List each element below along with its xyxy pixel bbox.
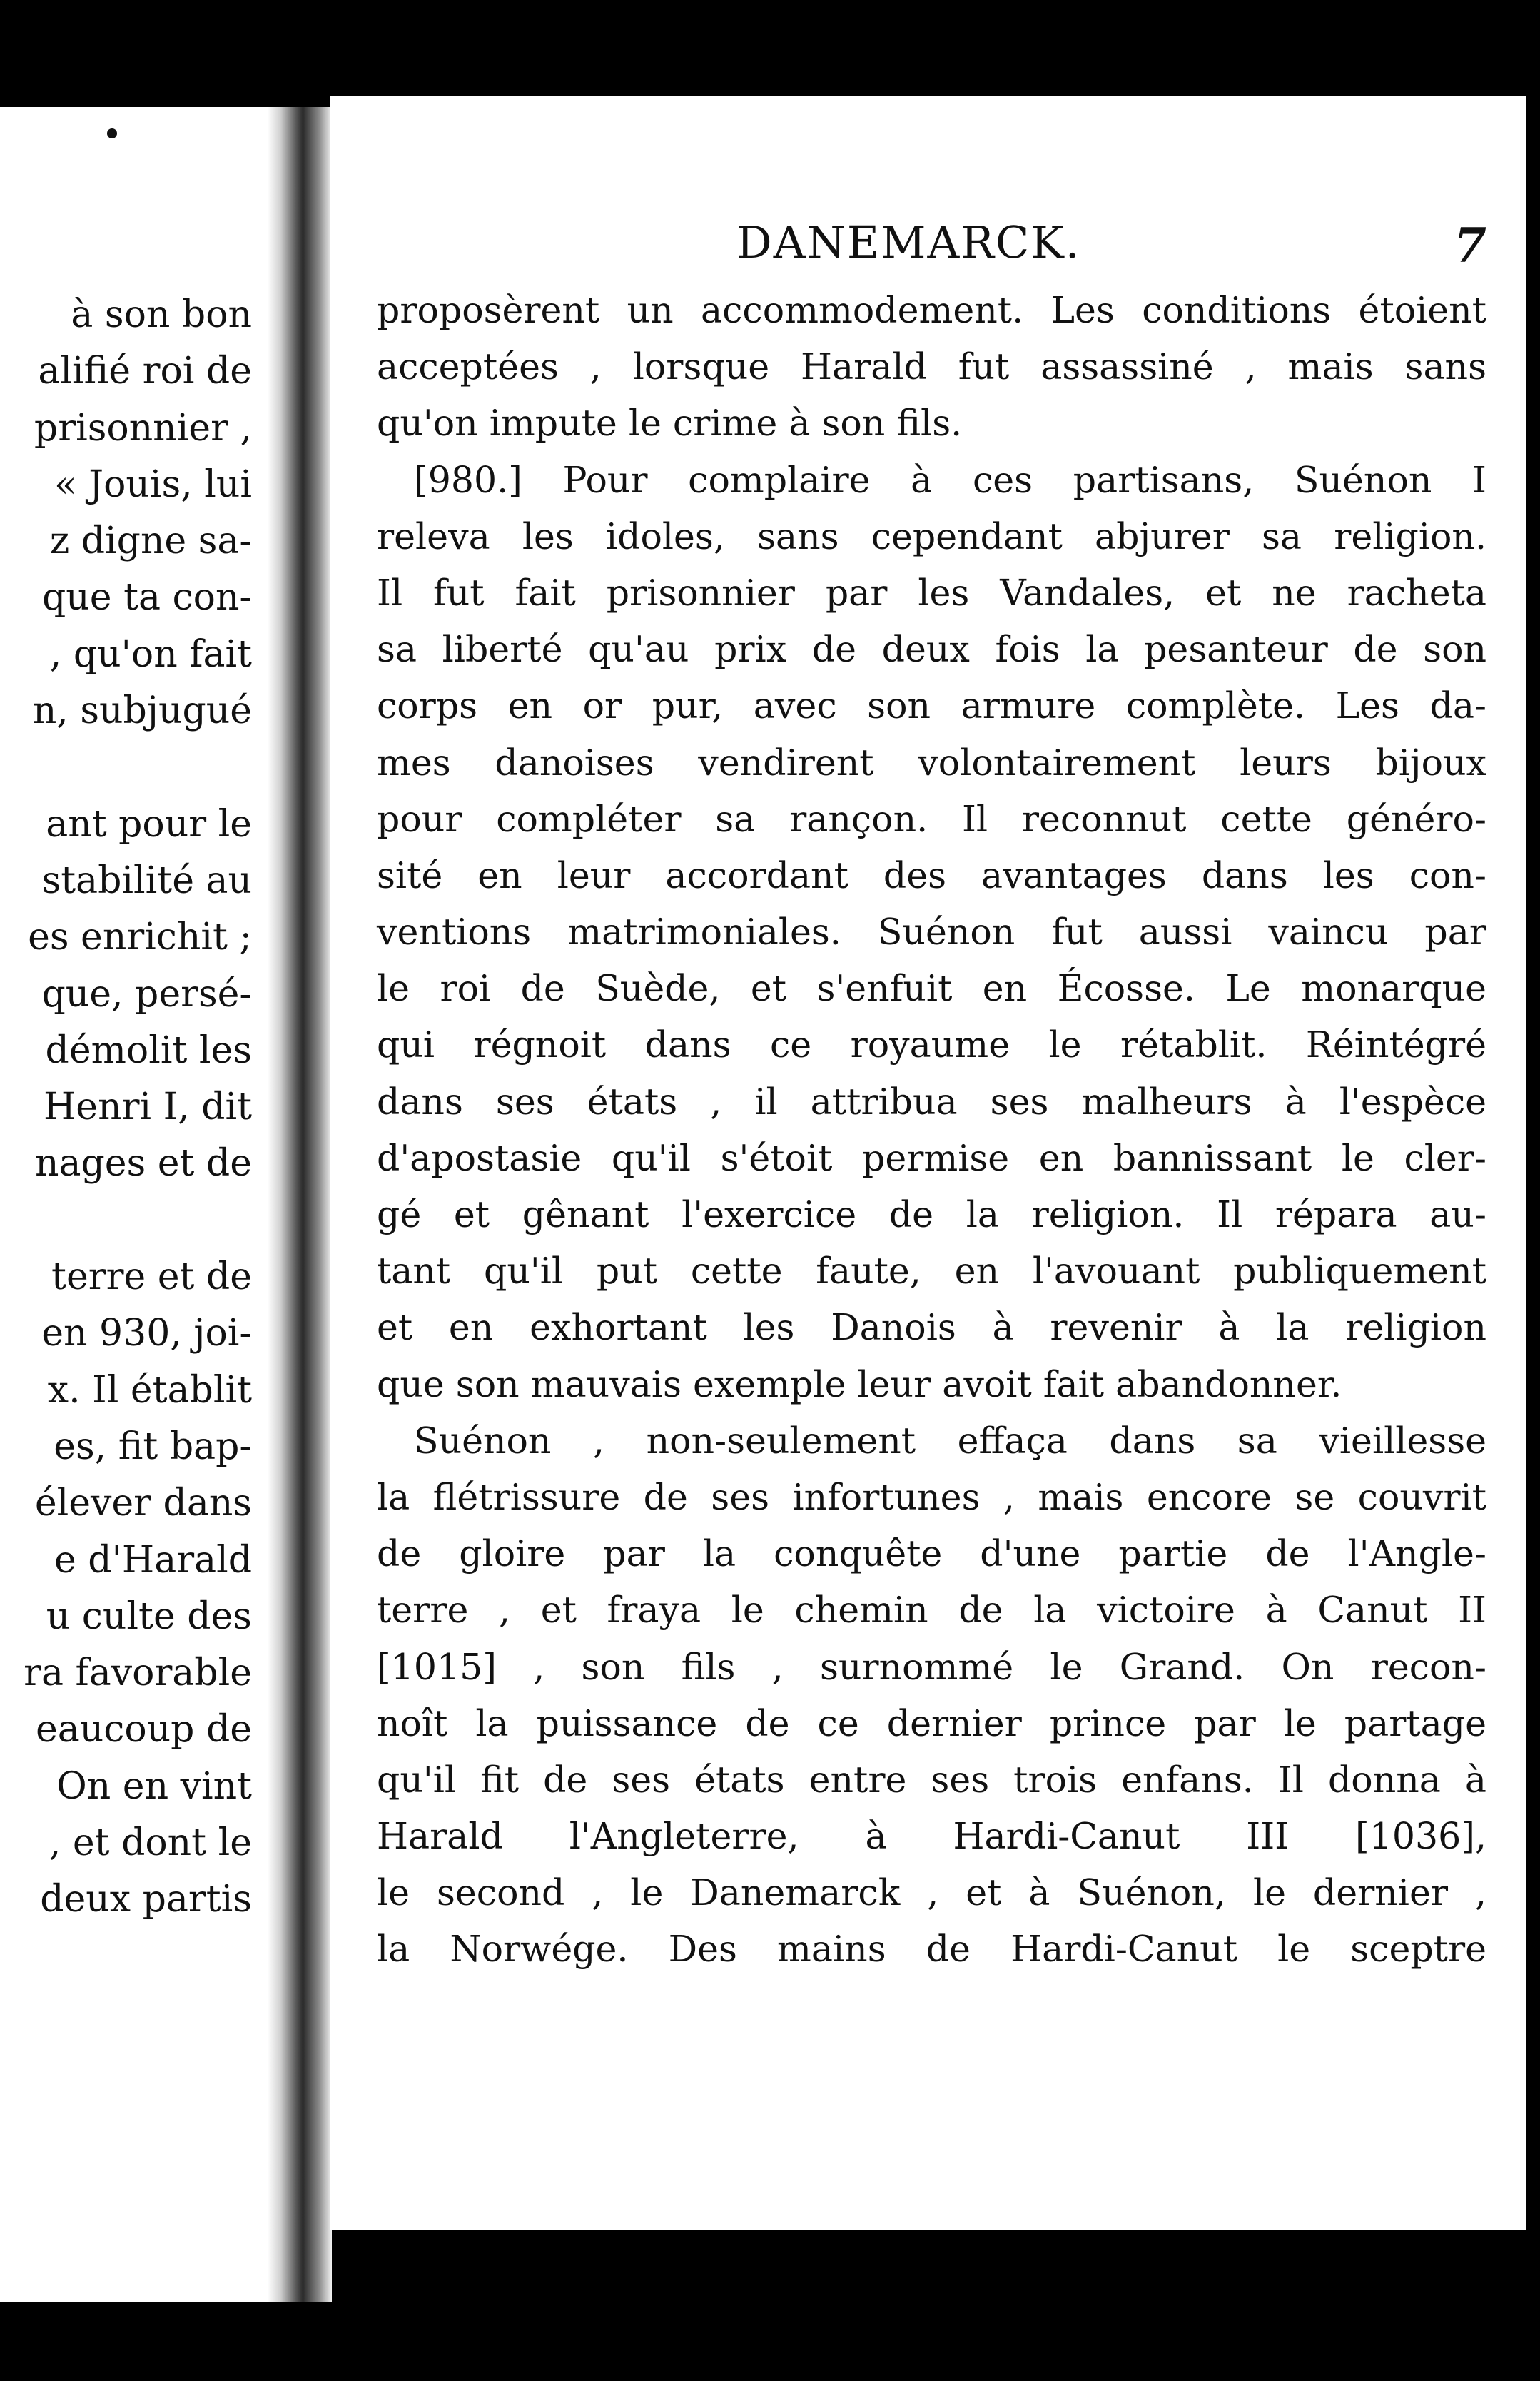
text-line: noît la puissance de ce dernier prince par le partage	[377, 1702, 1486, 1744]
right-page	[330, 96, 1526, 2230]
text-line: Il fut fait prisonnier par les Vandales, et ne racheta	[377, 571, 1486, 614]
running-head-title: DANEMARCK.	[736, 216, 1081, 268]
text-line: ventions matrimoniales. Suénon fut aussi vaincu par	[377, 911, 1486, 954]
book-gutter	[268, 107, 332, 2302]
text-line: ant pour le	[46, 802, 252, 846]
text-line: , et dont le	[49, 1821, 252, 1865]
text-line	[0, 739, 252, 796]
text-line: la flétrissure de ses infortunes , mais encore se couvrit	[377, 1475, 1486, 1518]
text-line: tant qu'il put cette faute, en l'avouant publiquement	[377, 1250, 1486, 1293]
left-page-fragment	[0, 107, 268, 2302]
text-line: « Jouis, lui	[54, 462, 252, 506]
text-line: terre et de	[51, 1255, 252, 1299]
text-line: acceptées , lorsque Harald fut assassiné , mais sans	[377, 345, 1486, 388]
text-line: qu'on impute le crime à son fils.	[377, 402, 963, 445]
text-line: sité en leur accordant des avantages dans les con-	[377, 854, 1486, 896]
text-line: es enrichit ;	[28, 916, 252, 959]
text-line: que ta con-	[42, 576, 252, 620]
text-line: le roi de Suède, et s'enfuit en Écosse. Le monarque	[377, 967, 1486, 1010]
text-line: z digne sa-	[49, 520, 252, 563]
text-line: le second , le Danemarck , et à Suénon, le dernier ,	[377, 1871, 1486, 1914]
text-line: élever dans	[34, 1482, 252, 1525]
text-line: nages et de	[34, 1142, 252, 1186]
text-line: mes danoises vendirent volontairement leurs bijoux	[377, 741, 1486, 784]
text-line: ra favorable	[24, 1652, 252, 1695]
text-line: en 930, joi-	[41, 1312, 252, 1355]
text-line: qu'il fit de ses états entre ses trois enfans. Il donna à	[377, 1758, 1486, 1801]
text-line: Suénon , non-seulement effaça dans sa vieillesse	[414, 1419, 1486, 1462]
text-line: releva les idoles, sans cependant abjurer sa religion.	[377, 515, 1486, 557]
text-line: Henri I, dit	[43, 1086, 252, 1129]
text-line: u culte des	[46, 1594, 252, 1638]
text-line: prisonnier ,	[34, 406, 252, 450]
text-line: eaucoup de	[35, 1708, 252, 1751]
text-line: à son bon	[71, 293, 252, 336]
text-line: que, persé-	[41, 972, 252, 1016]
text-line: [1015] , son fils , surnommé le Grand. On recon-	[377, 1645, 1486, 1688]
text-line: alifié roi de	[38, 350, 252, 393]
text-line: pour compléter sa rançon. Il reconnut cette généro-	[377, 797, 1486, 840]
text-line: proposèrent un accommodement. Les conditions étoient	[377, 289, 1486, 331]
text-line: que son mauvais exemple leur avoit fait abandonner.	[377, 1363, 1342, 1405]
text-line: es, fit bap-	[54, 1425, 252, 1468]
text-line: n, subjugué	[32, 689, 252, 733]
page-number: 7	[1454, 218, 1486, 273]
text-line: la Norwége. Des mains de Hardi-Canut le sceptre	[377, 1928, 1486, 1971]
page-body-text	[377, 282, 1486, 1978]
text-line: , qu'on fait	[49, 632, 252, 676]
text-line: de gloire par la conquête d'une partie de l'Angle-	[377, 1532, 1486, 1575]
text-line: x. Il établit	[47, 1368, 252, 1412]
text-line: corps en or pur, avec son armure complète. Les da-	[377, 684, 1486, 727]
text-line: e d'Harald	[54, 1538, 252, 1582]
text-line: terre , et fraya le chemin de la victoire à Canut II	[377, 1589, 1486, 1632]
text-line: Harald l'Angleterre, à Hardi-Canut III [1036],	[377, 1815, 1486, 1858]
text-line: deux partis	[40, 1878, 252, 1921]
text-line: sa liberté qu'au prix de deux fois la pesanteur de son	[377, 628, 1486, 671]
left-page-text	[0, 287, 252, 1928]
text-line: gé et gênant l'exercice de la religion. Il répara au-	[377, 1193, 1486, 1235]
text-line	[0, 1193, 252, 1249]
text-line: et en exhortant les Danois à revenir à la religion	[377, 1306, 1486, 1349]
text-line: qui régnoit dans ce royaume le rétablit. Réintégré	[377, 1023, 1486, 1066]
ink-dot	[107, 128, 117, 138]
text-line: [980.] Pour complaire à ces partisans, Suénon I	[414, 458, 1486, 501]
text-line: stabilité au	[41, 859, 252, 902]
text-line: démolit les	[45, 1028, 252, 1072]
text-line: dans ses états , il attribua ses malheurs à l'espèce	[377, 1080, 1486, 1123]
text-line: On en vint	[56, 1764, 252, 1808]
text-line: d'apostasie qu'il s'étoit permise en bannissant le cler-	[377, 1136, 1486, 1179]
